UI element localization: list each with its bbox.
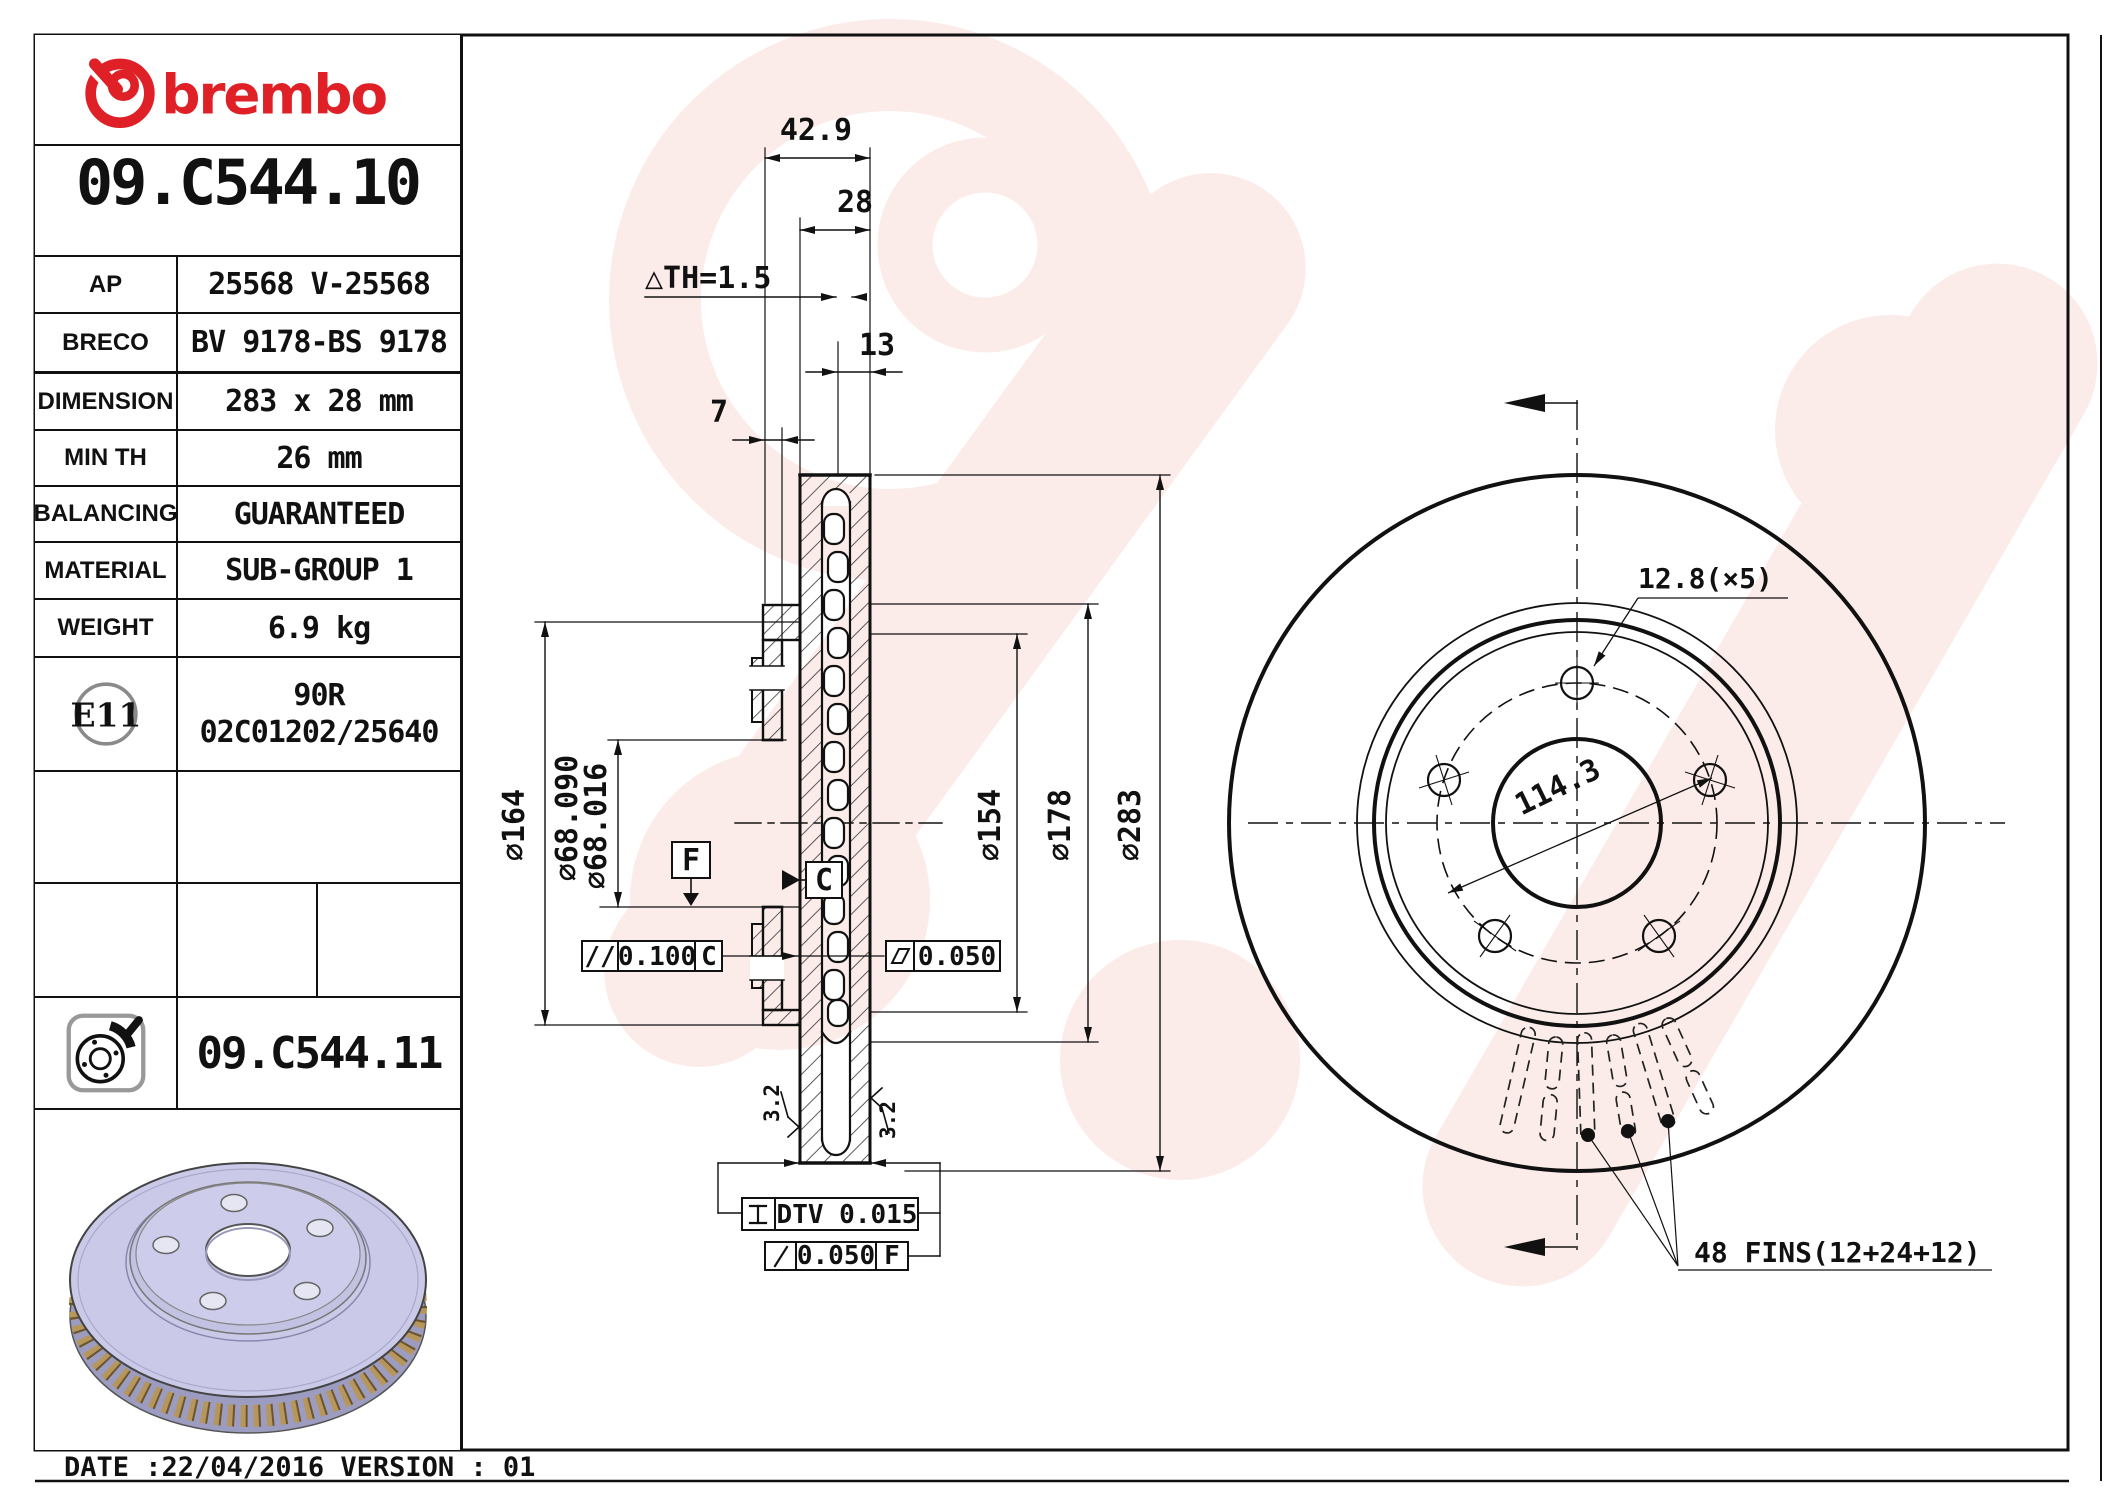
table-row-ap: [35, 257, 460, 314]
svg-text:C: C: [701, 942, 717, 972]
dim-7: 7: [709, 395, 729, 430]
svg-text:0.050: 0.050: [917, 942, 997, 972]
row-label: MATERIAL: [35, 543, 178, 598]
dim-th: △TH=1.5: [645, 261, 772, 296]
dim-28: 28: [836, 185, 874, 220]
disc-photo: [36, 1110, 460, 1446]
brand-wordmark: brembo: [160, 61, 386, 126]
row-value: 26 mm: [276, 440, 362, 476]
table-row-weight: [35, 600, 460, 658]
svg-text:114.3: 114.3: [1509, 751, 1607, 823]
svg-text:E11: E11: [70, 695, 141, 735]
table-row-photo: [35, 1110, 460, 1450]
svg-text:0.050: 0.050: [796, 1241, 876, 1271]
table-row-dimension: [35, 374, 460, 431]
homologation-number: 90R 02C01202/25640: [199, 677, 439, 750]
table-row-min-th: [35, 431, 460, 487]
row-label: BRECO: [35, 314, 178, 371]
row-label: WEIGHT: [35, 600, 178, 656]
dim-13: 13: [858, 328, 896, 363]
row-label: BALANCING: [35, 487, 178, 541]
row-value: GUARANTEED: [233, 496, 405, 532]
dim-dia68-016: ∅68.016: [579, 762, 614, 890]
brand-row: [35, 35, 460, 146]
section-cut-arrow-top: [1504, 394, 1578, 412]
dim-dia68-090: ∅68.090: [550, 754, 585, 882]
e11-badge: [71, 679, 141, 749]
svg-text:0.100: 0.100: [617, 942, 697, 972]
svg-text:F: F: [681, 843, 701, 878]
row-value: SUB-GROUP 1: [225, 553, 413, 588]
row-value: 25568 V-25568: [208, 267, 430, 302]
dim-dia164: ∅164: [497, 788, 532, 862]
row-value: 6.9 kg: [267, 610, 371, 646]
dim-dia154: ∅154: [973, 788, 1008, 862]
brake-disc-icon: [63, 1010, 149, 1096]
roughness-right-value: 3.2: [876, 1101, 900, 1139]
brembo-logo: [58, 40, 438, 140]
part-number: 09.C544.10: [75, 146, 420, 219]
date-version-footer: DATE :22/04/2016 VERSION : 01: [64, 1452, 536, 1483]
row-label: AP: [35, 257, 178, 312]
row-label: MIN TH: [35, 431, 178, 485]
table-row-empty-2: [35, 884, 460, 998]
row-label: DIMENSION: [35, 374, 178, 429]
table-row-homologation: [35, 658, 460, 772]
row-value: BV 9178-BS 9178: [191, 325, 447, 360]
svg-text:48 FINS(12+24+12): 48 FINS(12+24+12): [1694, 1236, 1981, 1269]
dtv-value: DTV 0.015: [776, 1200, 918, 1230]
dim-42-9: 42.9: [779, 113, 853, 148]
variant-part-number: 09.C544.11: [196, 1027, 442, 1079]
dim-dia283: ∅283: [1113, 788, 1148, 862]
roughness-left-value: 3.2: [760, 1084, 784, 1122]
brembo-watermark: [567, 65, 2104, 1323]
svg-text:C: C: [814, 863, 834, 898]
part-number-row: [35, 146, 460, 257]
svg-text:12.8(×5): 12.8(×5): [1638, 562, 1773, 595]
parallelism-symbol: //: [584, 942, 616, 972]
row-value: 283 x 28 mm: [225, 384, 413, 419]
flatness-frame: [886, 941, 1000, 972]
table-row-variant: [35, 998, 460, 1110]
svg-text:F: F: [884, 1241, 900, 1271]
dtv-runout-frames: [718, 1163, 940, 1271]
table-row-balancing: [35, 487, 460, 543]
spec-table: [35, 35, 463, 1450]
table-row-empty-1: [35, 772, 460, 884]
dim-dia178: ∅178: [1043, 788, 1078, 862]
table-row-breco: [35, 314, 460, 374]
table-row-material: [35, 543, 460, 600]
